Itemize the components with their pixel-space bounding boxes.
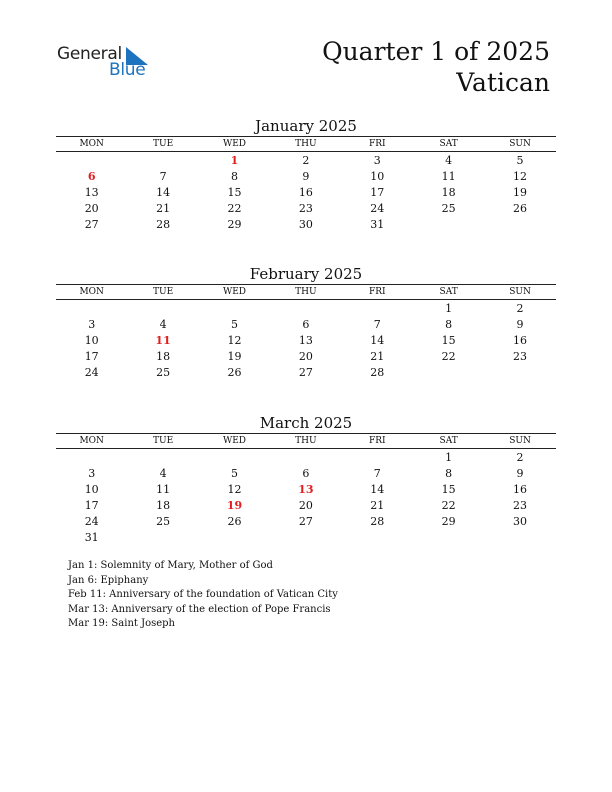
day-cell: 21 [156, 202, 171, 215]
weekday-label: WED [222, 139, 246, 149]
weekday-label: SUN [509, 139, 531, 149]
empty-day-cell [413, 217, 484, 233]
day-cell: 19 [513, 186, 528, 199]
empty-day-cell [199, 530, 270, 546]
calendar-grid [56, 433, 556, 546]
week-row [56, 514, 556, 530]
day-cell: 2 [516, 451, 524, 464]
day-cell: 3 [373, 154, 381, 167]
day-cell: 26 [227, 515, 242, 528]
day-cell: 17 [84, 350, 99, 363]
day-cell: 16 [298, 186, 313, 199]
day-cell: 29 [441, 515, 456, 528]
week-row [56, 498, 556, 514]
holiday-note: Mar 13: Anniversary of the election of Pope Francis [68, 603, 331, 615]
empty-day-cell [270, 530, 341, 546]
day-cell: 14 [370, 334, 385, 347]
day-cell: 24 [370, 202, 385, 215]
day-cell: 5 [230, 467, 238, 480]
day-cell: 13 [84, 186, 99, 199]
weekday-label: THU [295, 436, 317, 446]
weekday-header [56, 433, 556, 449]
day-cell: 20 [298, 350, 313, 363]
day-cell: 12 [513, 170, 528, 183]
day-cell: 14 [370, 483, 385, 496]
week-row [56, 153, 556, 169]
week-row [56, 217, 556, 233]
empty-day-cell [199, 450, 270, 466]
day-cell: 8 [230, 170, 238, 183]
holiday-note: Jan 1: Solemnity of Mary, Mother of God [68, 560, 273, 571]
day-cell: 9 [516, 467, 524, 480]
weekday-label: MON [79, 139, 104, 149]
day-cell: 10 [84, 483, 99, 496]
week-row [56, 185, 556, 201]
day-cell: 12 [227, 483, 242, 496]
empty-day-cell [199, 301, 270, 317]
week-row [56, 317, 556, 333]
day-cell: 4 [159, 318, 167, 331]
day-cell: 26 [513, 202, 528, 215]
empty-day-cell [56, 450, 127, 466]
holiday-day-cell: 19 [226, 499, 243, 512]
day-cell: 28 [370, 515, 385, 528]
holiday-notes [68, 559, 338, 632]
weekday-label: SUN [509, 287, 531, 297]
weekday-label: FRI [368, 436, 386, 446]
day-cell: 31 [370, 218, 385, 231]
title-country: Vatican [456, 68, 550, 97]
day-cell: 22 [227, 202, 242, 215]
day-cell: 22 [441, 350, 456, 363]
calendar-grid [56, 136, 556, 233]
day-cell: 7 [373, 467, 381, 480]
day-cell: 28 [156, 218, 171, 231]
day-cell: 18 [156, 499, 171, 512]
day-cell: 23 [513, 499, 528, 512]
day-cell: 9 [302, 170, 310, 183]
holiday-day-cell: 6 [87, 170, 96, 183]
day-cell: 22 [441, 499, 456, 512]
day-cell: 21 [370, 499, 385, 512]
day-cell: 3 [88, 467, 96, 480]
weekday-label: TUE [153, 436, 174, 446]
day-cell: 29 [227, 218, 242, 231]
day-cell: 27 [84, 218, 99, 231]
day-cell: 4 [445, 154, 453, 167]
day-cell: 16 [513, 483, 528, 496]
week-row [56, 201, 556, 217]
holiday-day-cell: 1 [230, 154, 239, 167]
day-cell: 6 [302, 318, 310, 331]
day-cell: 8 [445, 318, 453, 331]
day-cell: 3 [88, 318, 96, 331]
day-cell: 17 [370, 186, 385, 199]
day-cell: 13 [298, 334, 313, 347]
month-title: March 2025 [259, 414, 353, 432]
day-cell: 14 [156, 186, 171, 199]
logo-text-general: General [57, 44, 122, 64]
day-cell: 8 [445, 467, 453, 480]
week-row [56, 333, 556, 349]
brand-logo [57, 44, 157, 84]
day-cell: 25 [156, 366, 171, 379]
day-cell: 24 [84, 366, 99, 379]
day-cell: 17 [84, 499, 99, 512]
week-row [56, 169, 556, 185]
weekday-label: SUN [509, 436, 531, 446]
calendar-grid [56, 284, 556, 381]
day-cell: 10 [370, 170, 385, 183]
day-cell: 5 [230, 318, 238, 331]
title-quarter: Quarter 1 of 2025 [322, 37, 550, 66]
day-cell: 9 [516, 318, 524, 331]
day-cell: 30 [298, 218, 313, 231]
day-cell: 19 [227, 350, 242, 363]
month-title: February 2025 [249, 265, 363, 283]
weekday-label: TUE [153, 139, 174, 149]
day-cell: 16 [513, 334, 528, 347]
weekday-label: WED [222, 436, 246, 446]
empty-day-cell [270, 450, 341, 466]
day-cell: 7 [159, 170, 167, 183]
empty-day-cell [342, 530, 413, 546]
day-cell: 24 [84, 515, 99, 528]
day-cell: 27 [298, 515, 313, 528]
day-cell: 1 [445, 302, 453, 315]
day-cell: 11 [441, 170, 456, 183]
weekday-label: MON [79, 436, 104, 446]
weekday-label: THU [295, 139, 317, 149]
day-cell: 27 [298, 366, 313, 379]
day-cell: 31 [84, 531, 99, 544]
day-cell: 20 [84, 202, 99, 215]
empty-day-cell [127, 301, 198, 317]
month-january [56, 116, 556, 233]
day-cell: 18 [156, 350, 171, 363]
day-cell: 23 [298, 202, 313, 215]
day-cell: 6 [302, 467, 310, 480]
page-title [322, 36, 550, 98]
empty-day-cell [484, 530, 555, 546]
week-row [56, 482, 556, 498]
empty-day-cell [413, 365, 484, 381]
empty-day-cell [127, 153, 198, 169]
empty-day-cell [56, 153, 127, 169]
empty-day-cell [484, 365, 555, 381]
weekday-label: THU [295, 287, 317, 297]
empty-day-cell [484, 217, 555, 233]
day-cell: 28 [370, 366, 385, 379]
week-row [56, 349, 556, 365]
weekday-label: SAT [439, 436, 458, 446]
holiday-note: Jan 6: Epiphany [68, 574, 149, 586]
day-cell: 25 [156, 515, 171, 528]
day-cell: 4 [159, 467, 167, 480]
day-cell: 25 [441, 202, 456, 215]
weekday-label: TUE [153, 287, 174, 297]
holiday-note: Feb 11: Anniversary of the foundation of Vatican City [68, 589, 338, 600]
month-march [56, 413, 556, 546]
empty-day-cell [56, 301, 127, 317]
empty-day-cell [342, 450, 413, 466]
day-cell: 18 [441, 186, 456, 199]
day-cell: 30 [513, 515, 528, 528]
weekday-label: MON [79, 287, 104, 297]
week-row [56, 365, 556, 381]
day-cell: 15 [441, 483, 456, 496]
day-cell: 15 [441, 334, 456, 347]
day-cell: 15 [227, 186, 242, 199]
weekday-label: WED [222, 287, 246, 297]
holiday-note: Mar 19: Saint Joseph [68, 618, 176, 629]
weekday-label: FRI [368, 139, 386, 149]
day-cell: 26 [227, 366, 242, 379]
day-cell: 21 [370, 350, 385, 363]
empty-day-cell [342, 301, 413, 317]
day-cell: 20 [298, 499, 313, 512]
month-february [56, 264, 556, 381]
empty-day-cell [413, 530, 484, 546]
empty-day-cell [127, 530, 198, 546]
week-row [56, 301, 556, 317]
day-cell: 11 [156, 483, 171, 496]
logo-text-blue: Blue [109, 60, 146, 80]
day-cell: 7 [373, 318, 381, 331]
day-cell: 23 [513, 350, 528, 363]
week-row [56, 530, 556, 546]
weekday-header [56, 136, 556, 152]
empty-day-cell [127, 450, 198, 466]
holiday-day-cell: 13 [298, 483, 314, 496]
empty-day-cell [270, 301, 341, 317]
weekday-label: FRI [368, 287, 386, 297]
holiday-day-cell: 11 [155, 334, 171, 347]
day-cell: 5 [516, 154, 524, 167]
day-cell: 2 [516, 302, 524, 315]
weekday-label: SAT [439, 139, 458, 149]
week-row [56, 466, 556, 482]
weekday-header [56, 284, 556, 300]
day-cell: 1 [445, 451, 453, 464]
day-cell: 2 [302, 154, 310, 167]
day-cell: 10 [84, 334, 99, 347]
weekday-label: SAT [439, 287, 458, 297]
day-cell: 12 [227, 334, 242, 347]
month-title: January 2025 [255, 117, 357, 135]
week-row [56, 450, 556, 466]
